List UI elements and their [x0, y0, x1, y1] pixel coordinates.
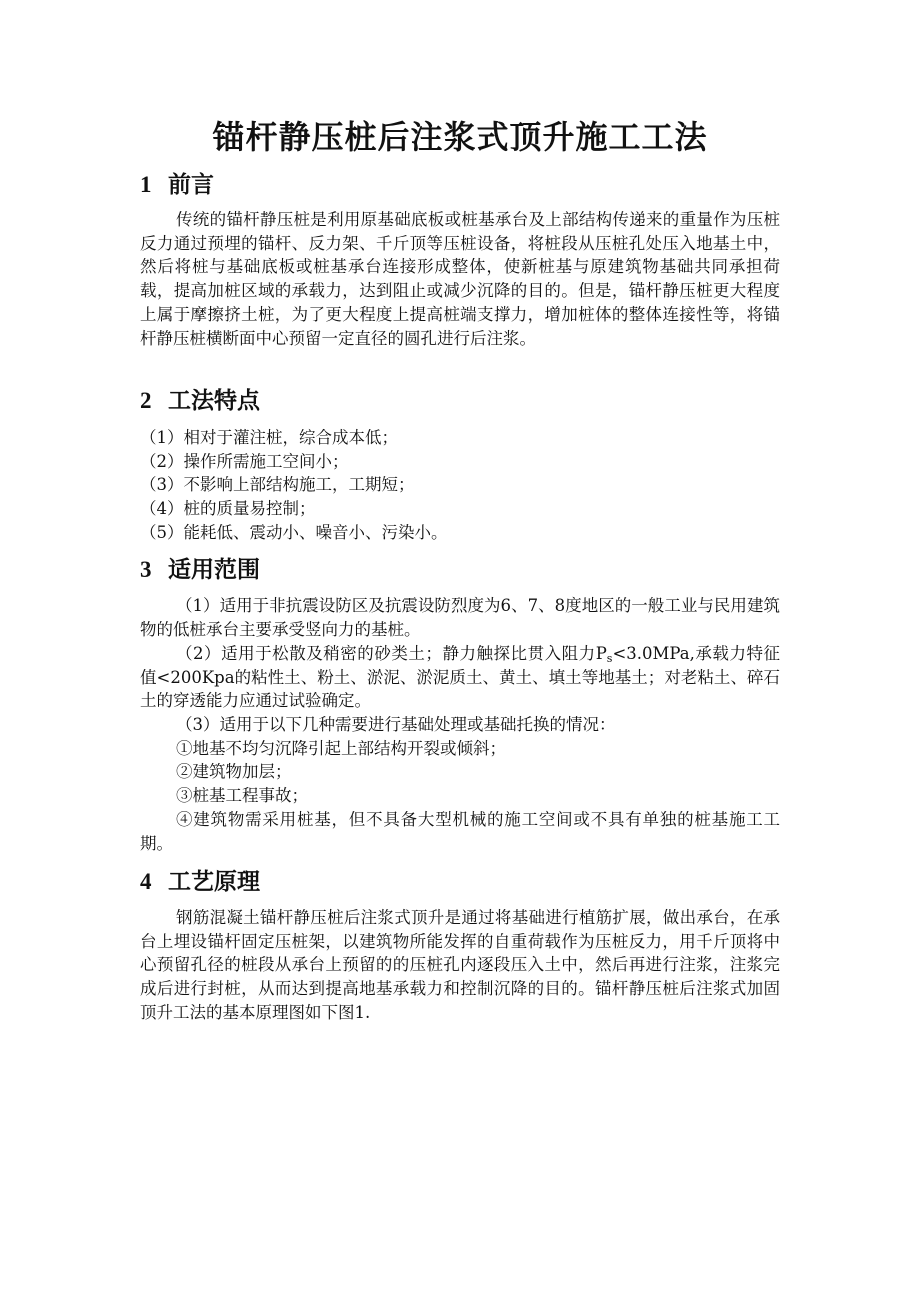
document-title: 锚杆静压桩后注浆式顶升施工工法: [212, 118, 708, 156]
scope-paragraph-1: （1）适用于非抗震设防区及抗震设防烈度为6、7、8度地区的一般工业与民用建筑物的低桩承台主要承受竖向力的基桩。: [140, 596, 780, 639]
section-title: 前言: [168, 171, 214, 198]
list-item: （5）能耗低、震动小、噪音小、污染小。: [140, 522, 448, 542]
list-item: （1）相对于灌注桩，综合成本低；: [140, 428, 398, 447]
scope-p2-text-b: <3.0MPa,承载力特征值<200Kpa的粘性土、粉土、淤泥、淤泥质土、黄土、填土等地基土；对老粘土、碎石土的穿透能力应通过试验确定。: [140, 644, 780, 711]
section-title: 工法特点: [168, 387, 260, 414]
section-2-heading: [140, 386, 260, 416]
scope-paragraph-2: [140, 642, 780, 713]
scope-conditions: [140, 713, 780, 808]
section-title: 工艺原理: [168, 868, 260, 895]
list-item: ②建筑物加层；: [176, 762, 292, 782]
list-item: （4）桩的质量易控制；: [140, 499, 316, 519]
list-item: （3）不影响上部结构施工，工期短；: [140, 475, 415, 495]
section-3-heading: [140, 555, 260, 585]
scope-p2-text-a: （2）适用于松散及稍密的砂类土；静力触探比贯入阻力P: [176, 644, 607, 663]
subscript-s: s: [606, 652, 613, 665]
section-number: 4: [140, 869, 152, 894]
section-4-heading: [140, 867, 260, 897]
section-1-paragraph: 传统的锚杆静压桩是利用原基础底板或桩基承台及上部结构传递来的重量作为压桩反力通过预埋的锚杆、反力架、千斤顶等压桩设备，将桩段从压桩孔处压入地基土中，然后将桩与基础底板或桩基承台连接形成整体，使新桩基与原建筑物基础共同承担荷载，提高加桩区域的承载力，达到阻止或减少沉降的目的。但是，锚杆静压桩更大程度上属于摩擦挤土桩，为了更大程度上提高桩端支撑力，增加桩体的整体连接性等，将锚杆静压桩横断面中心预留一定直径的圆孔进行后注浆。: [140, 210, 780, 348]
section-4-paragraph: 钢筋混凝土锚杆静压桩后注浆式顶升是通过将基础进行植筋扩展，做出承台，在承台上埋设锚杆固定压桩架，以建筑物所能发挥的自重荷载作为压桩反力，用千斤顶将中心预留孔径的桩段从承台上预留的的压桩孔内逐段压入土中，然后再进行注浆，注浆完成后进行封桩，从而达到提高地基承载力和控制沉降的目的。锚杆静压桩后注浆式加固顶升工法的基本原理图如下图1.: [140, 908, 780, 1022]
list-item: ③桩基工程事故；: [176, 786, 308, 806]
list-item: （3）适用于以下几种需要进行基础处理或基础托换的情况：: [176, 715, 616, 734]
section-number: 1: [140, 172, 152, 197]
section-number: 3: [140, 557, 152, 582]
list-item: ①地基不均匀沉降引起上部结构开裂或倾斜；: [176, 738, 506, 758]
features-list: [140, 426, 780, 545]
section-title: 适用范围: [168, 556, 260, 583]
section-number: 2: [140, 388, 152, 413]
section-1-heading: [140, 170, 214, 200]
scope-case-4: ④建筑物需采用桩基，但不具备大型机械的施工空间或不具有单独的桩基施工工期。: [140, 810, 780, 853]
list-item: （2）操作所需施工空间小；: [140, 451, 349, 471]
